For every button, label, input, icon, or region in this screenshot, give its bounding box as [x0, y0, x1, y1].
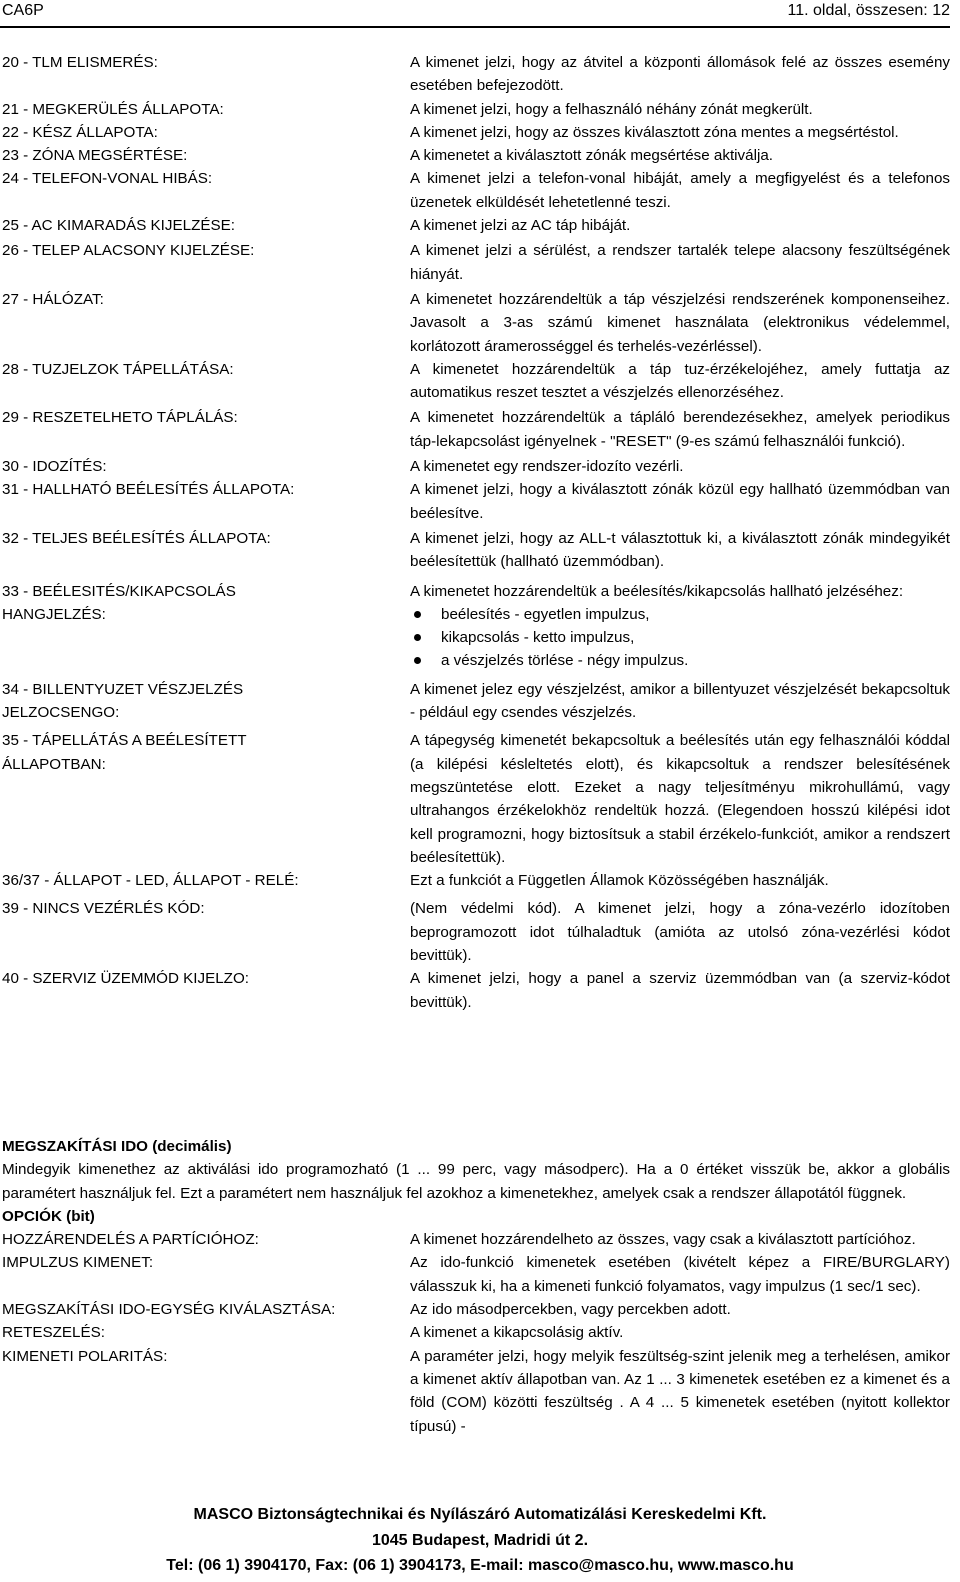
output-function-description-block [410, 358, 950, 405]
output-function-row [2, 455, 950, 478]
output-function-description-block [410, 288, 950, 358]
output-function-term: 34 - BILLENTYUZET VÉSZJELZÉS JELZOCSENGO: [2, 680, 244, 722]
signal-bullet-item: kikapcsolás - ketto impulzus, [410, 626, 950, 649]
option-description-block [410, 1228, 950, 1251]
options-heading: OPCIÓK (bit) [2, 1207, 95, 1225]
signal-bullet-list [410, 603, 950, 673]
output-function-description: A kimenet jelzi, hogy a felhasználó néhány zónát megkerült. [410, 100, 813, 118]
output-function-row [2, 239, 950, 286]
output-function-description: A kimenet jelzi az AC táp hibáját. [410, 217, 631, 235]
company-name: MASCO Biztonságtechnikai és Nyílászáró Automatizálási Kereskedelmi Kft. [193, 1506, 767, 1523]
option-row [2, 1298, 950, 1321]
page-number: 11. oldal, összesen: 12 [787, 2, 950, 19]
output-function-row [2, 121, 950, 144]
output-function-description-block [410, 144, 950, 167]
output-function-row [2, 527, 950, 574]
output-function-description: A kimenet jelez egy vészjelzést, amikor a billentyuzet vészjelzését bekapcsoltuk - például egy csendes vészjelzés. [410, 680, 950, 722]
option-description-block [410, 1345, 950, 1438]
output-function-description: A kimenetet hozzárendeltük a táp vészjelzési rendszerének komponenseihez. Javasolt a 3-as számú kimenet használata (elektronikus védelemmel, korlátozott áramerosséggel és terhelés-vezérléssel). [410, 290, 950, 355]
options-list [2, 1228, 950, 1438]
output-function-term: 32 - TELJES BEÉLESÍTÉS ÁLLAPOTA: [2, 529, 271, 547]
output-function-description-block [410, 729, 950, 869]
output-function-term: 30 - IDOZÍTÉS: [2, 458, 107, 476]
signal-bullet-item: a vészjelzés törlése - négy impulzus. [410, 649, 950, 672]
option-description: A kimenet a kikapcsolásig aktív. [410, 1324, 624, 1342]
option-description-block [410, 1298, 950, 1321]
output-function-description: A kimenet jelzi, hogy az ALL-t választottuk ki, a kiválasztott zónák mindegyikét beélesítettük (hallható üzemmódban). [410, 529, 950, 571]
document-code: CA6P [2, 2, 44, 19]
option-description-block [410, 1321, 950, 1344]
output-function-term: 23 - ZÓNA MEGSÉRTÉSE: [2, 147, 188, 165]
shutdown-time-heading: MEGSZAKÍTÁSI IDO (decimális) [2, 1138, 232, 1155]
output-function-term: 35 - TÁPELLÁTÁS A BEÉLESÍTETT ÁLLAPOTBAN: [2, 732, 247, 773]
output-function-description: A kimenet jelzi a telefon-vonal hibáját, amely a megfigyelést és a telefonos üzenetek elküldését lehetetlenné teszi. [410, 170, 950, 211]
page-footer [0, 1502, 960, 1579]
option-description: A kimenet hozzárendelheto az összes, vagy csak a kiválasztott partícióhoz. [410, 1231, 916, 1249]
output-function-term: 33 - BEÉLESITÉS/KIKAPCSOLÁS HANGJELZÉS: [2, 582, 236, 623]
output-function-row [2, 51, 950, 98]
output-function-row [2, 478, 950, 525]
output-function-description-block [410, 455, 950, 478]
output-function-description: A kimenet jelzi, hogy a kiválasztott zónák közül egy hallható üzemmódban van beélesítve. [410, 481, 950, 522]
output-function-description: A kimenetet hozzárendeltük a táp tuz-érzékelojéhez, amely futtatja az automatikus reszet tesztet a vészjelzés ellenorzéséhez. [410, 360, 950, 402]
option-term: RETESZELÉS: [2, 1324, 105, 1342]
option-description: A paraméter jelzi, hogy melyik feszültség-szint jelenik meg a terhelésen, amikor a kimenet aktív állapotban van. Az 1 ... 3 kimenetek esetében ez a kimenet és a föld (COM) közötti feszültség . A 4 ... 5 kimenetek esetében (nyitott kollektor típusú) - [410, 1347, 950, 1435]
output-function-row [2, 897, 950, 967]
output-function-row [2, 406, 950, 453]
option-term: MEGSZAKÍTÁSI IDO-EGYSÉG KIVÁLASZTÁSA: [2, 1301, 336, 1319]
output-function-row [2, 214, 950, 237]
output-function-term: 29 - RESZETELHETO TÁPLÁLÁS: [2, 409, 238, 427]
output-settings-section [2, 1135, 950, 1438]
option-row [2, 1251, 950, 1298]
output-function-description-block [410, 239, 950, 286]
output-function-term: 31 - HALLHATÓ BEÉLESÍTÉS ÁLLAPOTA: [2, 481, 295, 499]
output-function-description: A kimenetet egy rendszer-idozíto vezérli. [410, 458, 684, 476]
output-function-row [2, 967, 950, 1014]
output-function-term: 26 - TELEP ALACSONY KIJELZÉSE: [2, 242, 255, 260]
output-function-term: 36/37 - ÁLLAPOT - LED, ÁLLAPOT - RELÉ: [2, 872, 299, 890]
output-function-description-block [410, 51, 950, 98]
output-function-row [2, 98, 950, 121]
output-function-description: Ezt a funkciót a Független Államok Közösségében használják. [410, 872, 829, 890]
output-function-description-block [410, 897, 950, 967]
option-description: Az ido másodpercekben, vagy percekben adott. [410, 1301, 731, 1319]
output-function-description-block [410, 121, 950, 144]
output-function-description: A kimenet jelzi, hogy az összes kiválasztott zóna mentes a megsértéstol. [410, 123, 899, 141]
output-function-term: 25 - AC KIMARADÁS KIJELZÉSE: [2, 217, 235, 235]
output-function-row [2, 678, 950, 725]
shutdown-time-text: Mindegyik kimenethez az aktiválási ido programozható (1 ... 99 perc, vagy másodperc). Ha a 0 értéket visszük be, akkor a globális paramétert használjuk fel. Ezt a paramétert nem használjuk fel azokhoz a kimenetekhez, amelyek csak a rendszer állapotától függnek. [2, 1161, 950, 1202]
output-function-term: 39 - NINCS VEZÉRLÉS KÓD: [2, 900, 205, 918]
output-function-description: A tápegység kimenetét bekapcsoltuk a beélesítés után egy felhasználói kóddal (a kilépési késleltetés elott), és kikapcsoltuk a rendszer belesítésének megszüntetése elott. Ezeket a nagy teljesítményu mikrohullámú, vagy ultrahangos érzékelokhöz rendeltük hozzá. (Elegendoen hosszú kilépési idot kell programozni, hogy biztosítsuk a stabil érzékelo-funkciót, amikor a rendszert beélesítettük). [410, 732, 950, 866]
output-function-description-block [410, 167, 950, 214]
option-row [2, 1321, 950, 1344]
output-function-description-block [410, 214, 950, 237]
output-function-description-block [410, 527, 950, 574]
signal-bullet-item: beélesítés - egyetlen impulzus, [410, 603, 950, 626]
option-term: KIMENETI POLARITÁS: [2, 1347, 168, 1365]
output-function-description: A kimenet jelzi, hogy a panel a szerviz üzemmódban van (a szerviz-kódot bevittük). [410, 970, 950, 1011]
output-function-description-block [410, 678, 950, 725]
output-function-description: A kimenet jelzi, hogy az átvitel a központi állomások felé az összes esemény esetében befejezodött. [410, 54, 950, 95]
output-function-description: (Nem védelmi kód). A kimenet jelzi, hogy a zóna-vezérlo idozítoben beprogramozott idot túlhaladtuk (amióta az utolsó zóna-vezérlési kódot bevittük). [410, 900, 950, 964]
output-function-row [2, 729, 950, 869]
output-function-description: A kimenetet hozzárendeltük a tápláló berendezésekhez, amelyek periodikus táp-lekapcsolást igényelnek - "RESET" (9-es számú felhasználói funkció). [410, 409, 950, 450]
option-row [2, 1228, 950, 1251]
output-function-row [2, 869, 950, 892]
output-function-term: 40 - SZERVIZ ÜZEMMÓD KIJELZO: [2, 970, 249, 988]
output-function-description: A kimenetet a kiválasztott zónák megsértése aktiválja. [410, 147, 773, 165]
output-function-description: A kimenet jelzi a sérülést, a rendszer tartalék telepe alacsony feszültségének hiányát. [410, 242, 950, 283]
output-function-term: 21 - MEGKERÜLÉS ÁLLAPOTA: [2, 100, 224, 118]
output-function-description: A kimenetet hozzárendeltük a beélesítés/kikapcsolás hallható jelzéséhez: [410, 582, 904, 600]
output-function-term: 28 - TUZJELZOK TÁPELLÁTÁSA: [2, 360, 234, 378]
option-row [2, 1345, 950, 1438]
output-function-row [2, 167, 950, 214]
output-function-description-block [410, 580, 950, 673]
company-address: 1045 Budapest, Madridi út 2. [371, 1531, 589, 1549]
option-term: IMPULZUS KIMENET: [2, 1254, 154, 1272]
output-function-description-block [410, 869, 950, 892]
page-header [0, 0, 950, 28]
output-function-list [2, 51, 950, 1014]
output-function-row [2, 144, 950, 167]
output-function-description-block [410, 98, 950, 121]
output-function-description-block [410, 967, 950, 1014]
company-contact: Tel: (06 1) 3904170, Fax: (06 1) 3904173, E-mail: masco@masco.hu, www.masco.hu [166, 1557, 794, 1574]
output-function-term: 27 - HÁLÓZAT: [2, 290, 104, 308]
option-term: HOZZÁRENDELÉS A PARTÍCIÓHOZ: [2, 1231, 259, 1249]
output-function-description-block [410, 406, 950, 453]
output-function-term: 24 - TELEFON-VONAL HIBÁS: [2, 170, 213, 188]
output-function-description-block [410, 478, 950, 525]
output-function-row [2, 358, 950, 405]
output-function-term: 20 - TLM ELISMERÉS: [2, 54, 158, 71]
option-description: Az ido-funkció kimenetek esetében (kivételt képez a FIRE/BURGLARY) válasszuk ki, ha a kimeneti funkció folyamatos, vagy impulzus (1 sec/1 sec). [410, 1254, 950, 1295]
output-function-term: 22 - KÉSZ ÁLLAPOTA: [2, 123, 158, 141]
output-function-row [2, 580, 950, 673]
option-description-block [410, 1251, 950, 1298]
output-function-row [2, 288, 950, 358]
